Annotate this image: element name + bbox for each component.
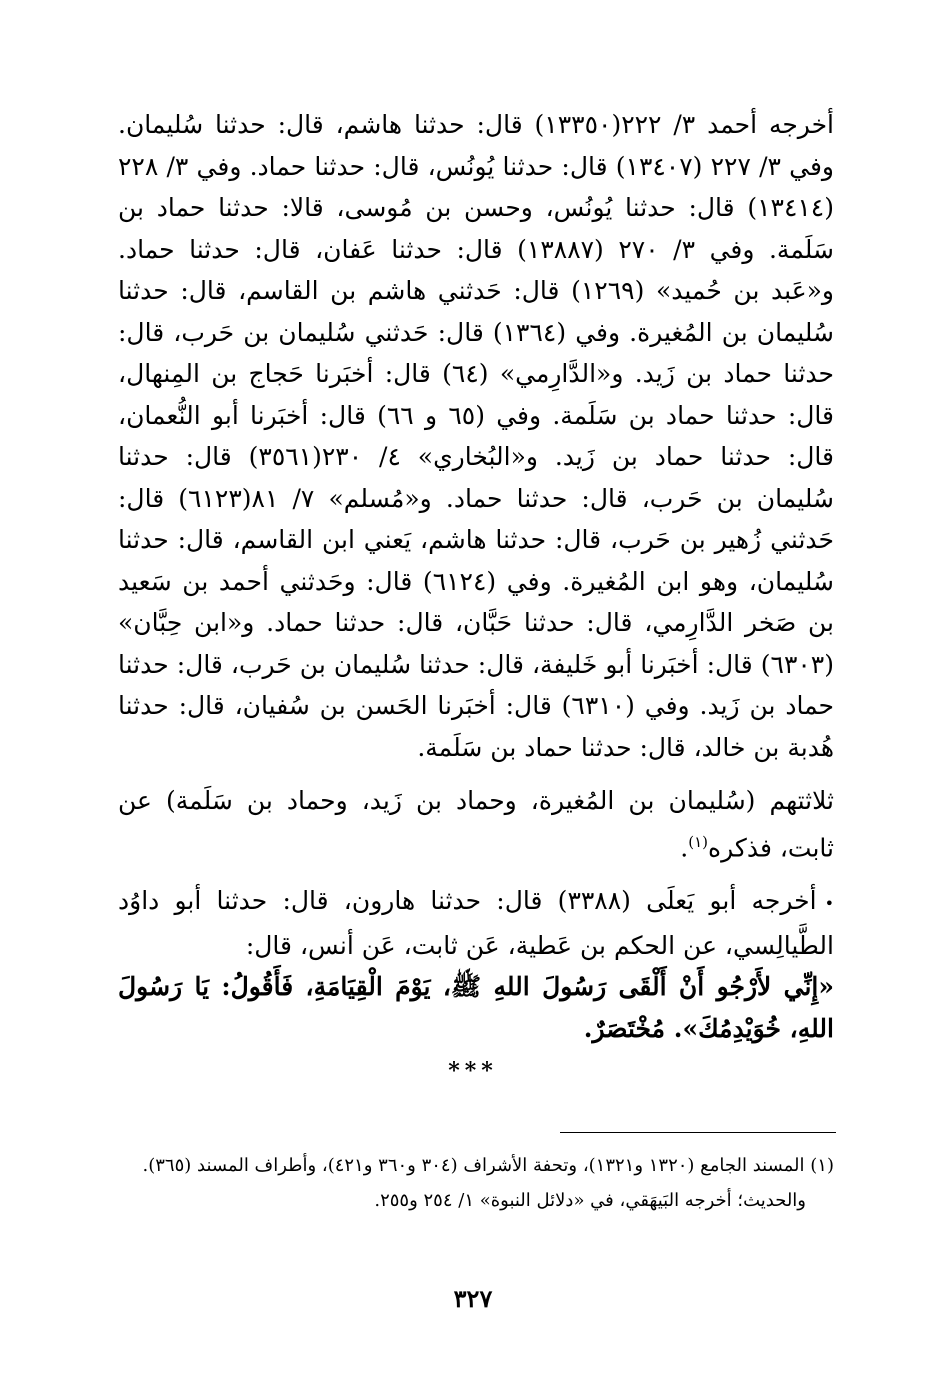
footnote-divider (560, 1132, 836, 1133)
takhrij-paragraph: أخرجه أحمد ٣/ ٢٢٢(١٣٣٥٠) قال: حدثنا هاشم، قال: حدثنا سُليمان. وفي ٣/ ٢٢٧ (١٣٤٠٧) قال: حدثنا يُونُس، قال: حدثنا حماد. وفي ٣/ ٢٢٨ (١٣٤١٤) قال: حدثنا يُونُس، وحسن بن مُوسى، قالا: حدثنا حماد بن سَلَمة. وفي ٣/ ٢٧٠ (١٣٨٨٧) قال: حدثنا عَفان، قال: حدثنا حماد. و«عَبد بن حُميد» (١٢٦٩) قال: حَدثني هاشم بن القاسم، قال: حدثنا سُليمان بن المُغيرة. وفي (١٣٦٤) قال: حَدثني سُليمان بن حَرب، قال: حدثنا حماد بن زَيد. و«الدَّارِمي» (٦٤) قال: أخبَرنا حَجاج بن المِنهال، قال: حدثنا حماد بن سَلَمة. وفي (٦٥ و ٦٦) قال: أخبَرنا أبو النُّعمان، قال: حدثنا حماد بن زَيد. و«البُخاري» ٤/ ٢٣٠(٣٥٦١) قال: حدثنا سُليمان بن حَرب، قال: حدثنا حماد. و«مُسلم» ٧/ ٨١(٦١٢٣) قال: حَدثني زُهير بن حَرب، قال: حدثنا هاشم، يَعني ابن القاسم، قال: حدثنا سُليمان، وهو ابن المُغيرة. وفي (٦١٢٤) قال: وحَدثني أحمد بن سَعيد بن صَخر الدَّارِمي، قال: حدثنا حَبَّان، قال: حدثنا حماد. و«ابن حِبَّان» (٦٣٠٣) قال: أخبَرنا أبو خَليفة، قال: حدثنا سُليمان بن حَرب، قال: حدثنا حماد بن زَيد. وفي (٦٣١٠) قال: أخبَرنا الحَسن بن سُفيان، قال: حدثنا هُدبة بن خالد، قال: حدثنا حماد بن سَلَمة. (118, 110, 835, 762)
main-text (118, 104, 834, 1049)
section-separator: *** (448, 1058, 498, 1084)
abu-yala-paragraph (118, 880, 834, 966)
summary-paragraph (118, 780, 834, 868)
footnote-1-text: المسند الجامع (١٣٢٠ و١٣٢١)، وتحفة الأشراف (٣٠٤ و٣٦٠ و٤٢١)، وأطراف المسند (٣٦٥). (142, 1155, 805, 1176)
footnote-2: والحديث؛ أخرجه البَيهَقي، في «دلائل النبوة» ١/ ٢٥٤ و٢٥٥. (374, 1190, 806, 1211)
footnote-1 (118, 1148, 834, 1183)
summary-end: . (680, 832, 689, 862)
footnote-1-marker: (١) (810, 1155, 834, 1176)
hadith-text: «إِنِّي لأَرْجُو أَنْ أَلْقَى رَسُولَ اللهِ ﷺ، يَوْمَ الْقِيَامَةِ، فَأَقُولُ: يَا رَسُولَ اللهِ، خُوَيْدِمُكَ». مُخْتَصَرٌ. (118, 972, 834, 1043)
footnotes (118, 1148, 834, 1218)
summary-text: ثلاثتهم (سُليمان بن المُغيرة، وحماد بن زَيد، وحماد بن سَلَمة) عن ثابت، فذكره (118, 786, 834, 862)
abu-yala-text: أخرجه أبو يَعلَى (٣٣٨٨) قال: حدثنا هارون، قال: حدثنا أبو داوُد الطَّيالِسي، عن الحكم بن عَطية، عَن ثابت، عَن أنس، قال: (118, 886, 834, 960)
footnote-ref: (١) (688, 832, 709, 851)
page-number: ٣٢٧ (453, 1284, 493, 1313)
bullet-icon: • (824, 894, 834, 914)
